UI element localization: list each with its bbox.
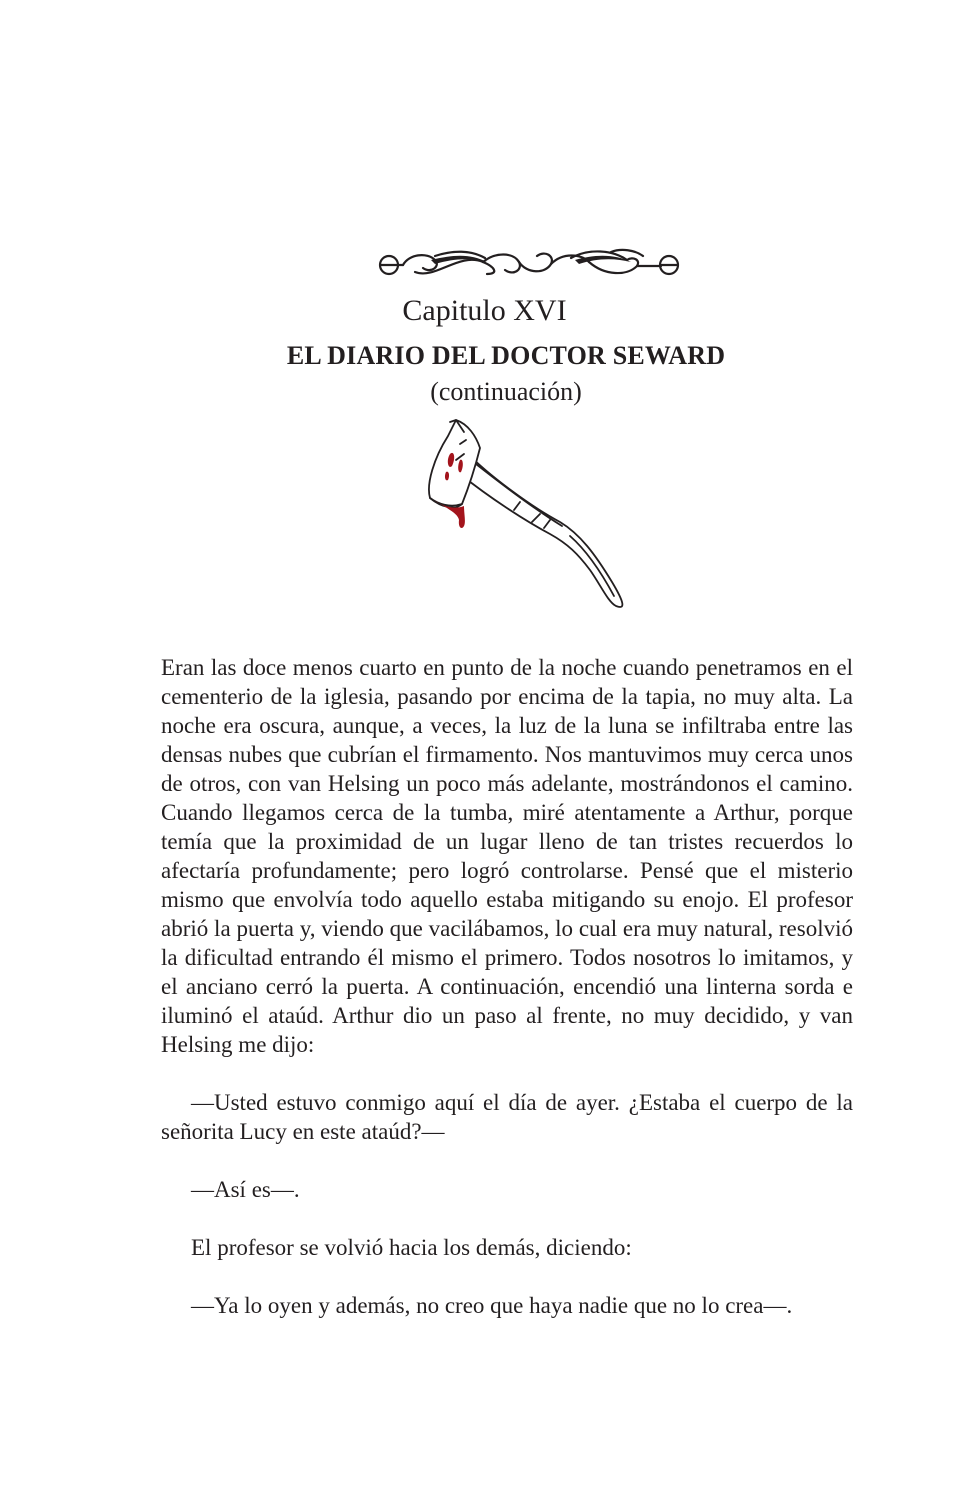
paragraph-narration: Eran las doce menos cuarto en punto de la noche cuando penetramos en el cementerio de la iglesia, pasando por encima de la tapia, no muy alta. La noche era oscura, aunque, a veces, la luz de la luna se infiltraba entre las densas nubes que cubrían el firmamento. Nos mantuvimos muy cerca unos de otros, con van Helsing un poco más adelante, mostrándonos el camino. Cuando llegamos cerca de la tumba, miré atentamente a Arthur, porque temía que la proximidad de un lugar lleno de tan tristes recuerdos lo afectaría profundamente; pero logró controlarse. Pensé que el misterio mismo que envolvía todo aquello estaba mitigando su enojo. El profesor abrió la puerta y, viendo que vacilábamos, lo cual era muy natural, resolvió la dificultad entrando él mismo el primero. Todos nosotros lo imitamos, y el anciano cerró la puerta. A continuación, encendió una linterna sorda e iluminó el ataúd. Arthur dio un paso al frente, no muy decidido, y van Helsing me dijo: [161, 655, 853, 1057]
flourish-divider-icon [375, 244, 683, 282]
chapter-number: Capitulo XVI [402, 294, 567, 327]
chapter-subtitle: (continuación) [430, 377, 582, 406]
paragraph-dialogue-3: —Ya lo oyen y además, no creo que haya nadie que no lo crea—. [191, 1293, 793, 1318]
paragraph-narration-2: El profesor se volvió hacia los demás, diciendo: [191, 1235, 632, 1260]
paragraph-dialogue-1: —Usted estuvo conmigo aquí el día de ayer. ¿Estaba el cuerpo de la señorita Lucy en este ataúd?— [161, 1090, 853, 1144]
paragraph-dialogue-2: —Así es—. [191, 1177, 300, 1202]
chapter-title: EL DIARIO DEL DOCTOR SEWARD [286, 341, 726, 370]
body-text [161, 653, 853, 1320]
bloody-axe-icon [420, 414, 635, 614]
